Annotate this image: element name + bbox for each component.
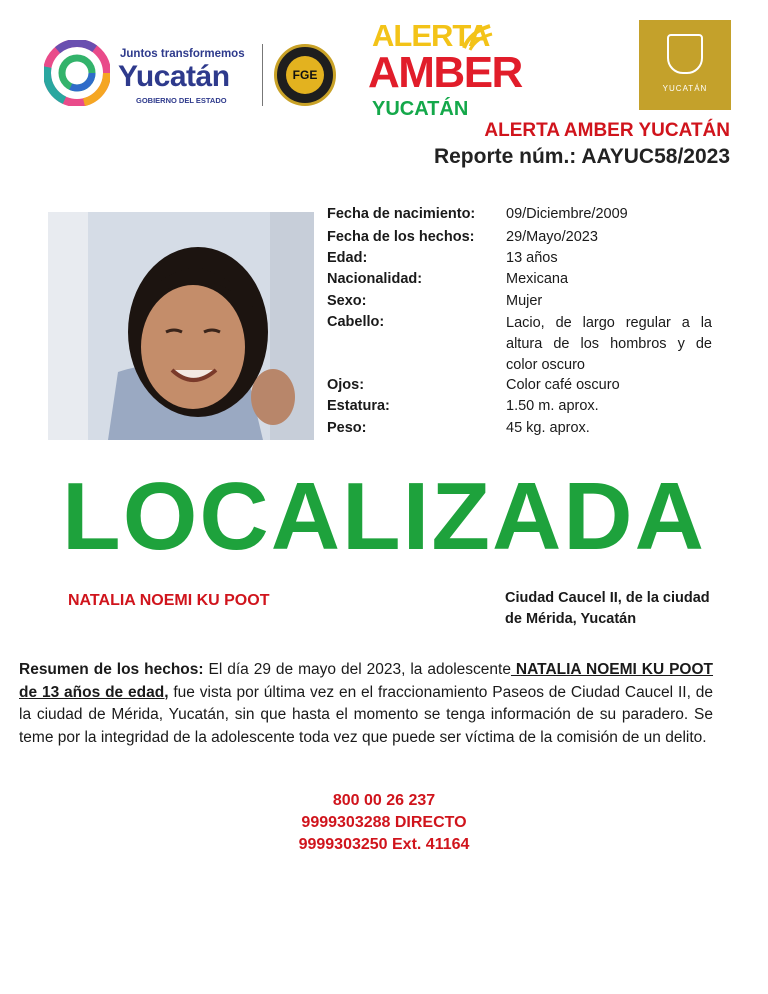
detail-value-event-date: 29/Mayo/2023	[506, 229, 598, 245]
state-shield-icon	[667, 34, 703, 74]
alert-title: ALERTA AMBER YUCATÁN	[484, 120, 730, 141]
detail-value-age: 13 años	[506, 250, 558, 266]
phone-number-hotline[interactable]: 800 00 26 237	[332, 792, 436, 809]
amber-logo-line3: YUCATÁN	[372, 98, 469, 120]
state-seal-logo	[639, 20, 731, 110]
detail-label-eyes: Ojos:	[327, 377, 365, 393]
status-banner: LOCALIZADA	[62, 463, 706, 570]
amber-logo-line1: ALERTA	[372, 18, 490, 53]
detail-label-event-date: Fecha de los hechos:	[327, 229, 475, 245]
amber-logo-line2: AMBER	[368, 48, 522, 97]
yucatan-government-logo	[44, 40, 344, 110]
summary-text-part1: El día 29 de mayo del 2023, la adolescente	[203, 661, 511, 678]
detail-label-sex: Sexo:	[327, 293, 367, 309]
detail-value-hair: Lacio, de largo regular a la altura de los hombros y de color oscuro	[506, 315, 712, 373]
detail-value-weight: 45 kg. aprox.	[506, 420, 590, 436]
person-photo-image	[48, 212, 314, 440]
fge-seal-label: FGE	[286, 56, 324, 94]
person-photo	[48, 212, 314, 440]
summary-label: Resumen de los hechos:	[19, 661, 204, 678]
detail-label-age: Edad:	[327, 250, 368, 266]
detail-label-height: Estatura:	[327, 398, 390, 414]
phone-number-extension[interactable]: 9999303250 Ext. 41164	[298, 836, 470, 853]
report-number: Reporte núm.: AAYUC58/2023	[433, 145, 730, 168]
logo-divider	[262, 44, 263, 106]
yucatan-logo-tagline: Juntos transformemos	[120, 48, 245, 60]
yucatan-logo-subtitle: GOBIERNO DEL ESTADO	[136, 96, 227, 105]
yucatan-emblem-icon	[44, 40, 110, 106]
person-name: NATALIA NOEMI KU POOT	[68, 592, 270, 609]
state-seal-label: YUCATÁN	[662, 84, 708, 93]
detail-value-height: 1.50 m. aprox.	[506, 398, 599, 414]
summary-text-part2: fue vista por última vez en el fraccionamiento Paseos de Ciudad Caucel II, de la ciudad de Mérida, Yucatán, sin que hasta el momento se tenga información de su paradero. Se teme por la integridad de la adolescente toda vez que puede ser víctima de la comisión de un delito.	[19, 683, 713, 746]
detail-value-sex: Mujer	[506, 293, 543, 309]
detail-value-birthdate: 09/Diciembre/2009	[506, 206, 628, 222]
detail-label-nationality: Nacionalidad:	[327, 271, 423, 287]
detail-label-hair: Cabello:	[327, 314, 385, 330]
summary-highlight: NATALIA NOEMI KU POOT de 13 años de edad,	[19, 661, 714, 701]
detail-label-birthdate: Fecha de nacimiento:	[327, 206, 476, 222]
detail-value-eyes: Color café oscuro	[506, 377, 620, 393]
location-text: Ciudad Caucel II, de la ciudad de Mérida, Yucatán	[505, 590, 710, 627]
yucatan-logo-name: Yucatán	[118, 60, 230, 93]
phone-number-direct[interactable]: 9999303288 DIRECTO	[301, 814, 467, 831]
detail-value-nationality: Mexicana	[506, 271, 569, 287]
summary-paragraph	[19, 659, 713, 749]
fge-seal-logo	[274, 44, 336, 106]
detail-label-weight: Peso:	[327, 420, 367, 436]
alerta-amber-logo	[366, 18, 522, 122]
